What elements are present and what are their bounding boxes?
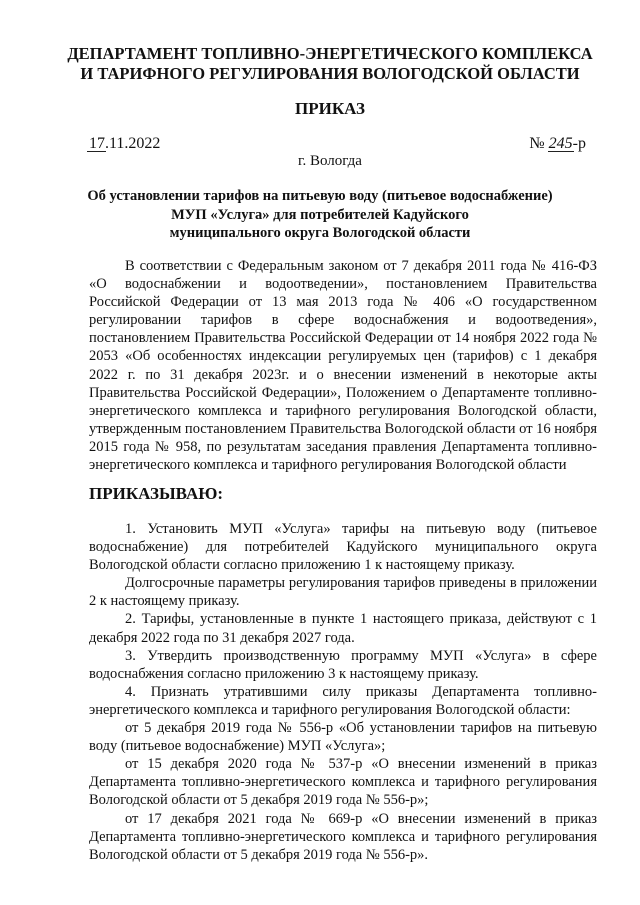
subject-line-2: МУП «Услуга» для потребителей Кадуйского: [171, 206, 469, 223]
order-item: 4. Признать утратившими силу приказы Департамента топливно-энергетического комплекса и тарифного регулирования Вологодской области:: [89, 683, 597, 718]
document-city: г. Вологда: [298, 153, 362, 169]
subject-line-3: муниципального округа Вологодской области: [169, 225, 471, 241]
order-item: Долгосрочные параметры регулирования тарифов приведены в приложении 2 к настоящему приказу.: [89, 575, 597, 610]
document-number: [529, 135, 586, 153]
order-word: ПРИКАЗЫВАЮ:: [89, 484, 224, 503]
department-line-1: ДЕПАРТАМЕНТ ТОПЛИВНО-ЭНЕРГЕТИЧЕСКОГО КОМПЛЕКСА: [67, 44, 593, 63]
date-month-year: .11.2022: [105, 135, 161, 152]
order-items: [89, 520, 597, 864]
department-name: [60, 44, 600, 84]
number-prefix: №: [529, 135, 549, 152]
order-item: 1. Установить МУП «Услуга» тарифы на питьевую воду (питьевое водоснабжение) для потребителей Кадуйского муниципального округа Вологодской области согласно приложению 1 к настоящему приказу.: [89, 521, 597, 574]
order-item: 3. Утвердить производственную программу МУП «Услуга» в сфере водоснабжения согласно приложению 3 к настоящему приказу.: [89, 647, 597, 682]
document-date: [89, 135, 160, 153]
number-suffix: -р: [572, 135, 586, 152]
preamble-paragraph: В соответствии с Федеральным законом от 7 декабря 2011 года № 416-ФЗ «О водоснабжении и водоотведении», постановлением Правительства Российской Федерации от 13 мая 2013 года № 406 «О государственном регулировании тарифов в сфере водоснабжения и водоотведения», постановлением Правительства Российской Федерации от 14 ноября 2022 года № 2053 «Об особенностях индексации регулируемых цен (тарифов) с 1 декабря 2022 г. по 31 декабря 2023г. и о внесении изменений в некоторые акты Правительства Российской Федерации», Положением о Департаменте топливно-энергетического комплекса и тарифного регулирования Вологодской области, утвержденным постановлением Правительства Вологодской области от 16 ноября 2015 года № 958, по результатам заседания правления Департамента топливно-энергетического комплекса и тарифного регулирования Вологодской области: [89, 258, 597, 474]
document-subject: [70, 187, 570, 243]
order-item: от 17 декабря 2021 года № 669-р «О внесении изменений в приказ Департамента топливно-энергетического комплекса и тарифного регулирования Вологодской области от 5 декабря 2019 года № 556-р».: [89, 810, 597, 863]
document-type: ПРИКАЗ: [295, 99, 365, 118]
number-value-handwritten: 245: [548, 135, 573, 152]
order-item: от 5 декабря 2019 года № 556-р «Об установлении тарифов на питьевую воду (питьевое водоснабжение) МУП «Услуга»;: [89, 720, 597, 755]
date-day-handwritten: 17: [89, 135, 105, 152]
order-item: 2. Тарифы, установленные в пункте 1 настоящего приказа, действуют с 1 декабря 2022 года по 31 декабря 2027 года.: [89, 611, 597, 646]
subject-line-1: Об установлении тарифов на питьевую воду (питьевое водоснабжение): [87, 188, 553, 204]
department-line-2: И ТАРИФНОГО РЕГУЛИРОВАНИЯ ВОЛОГОДСКОЙ ОБЛАСТИ: [80, 64, 580, 83]
order-item: от 15 декабря 2020 года № 537-р «О внесении изменений в приказ Департамента топливно-энергетического комплекса и тарифного регулирования Вологодской области от 5 декабря 2019 года № 556-р»;: [89, 756, 597, 809]
